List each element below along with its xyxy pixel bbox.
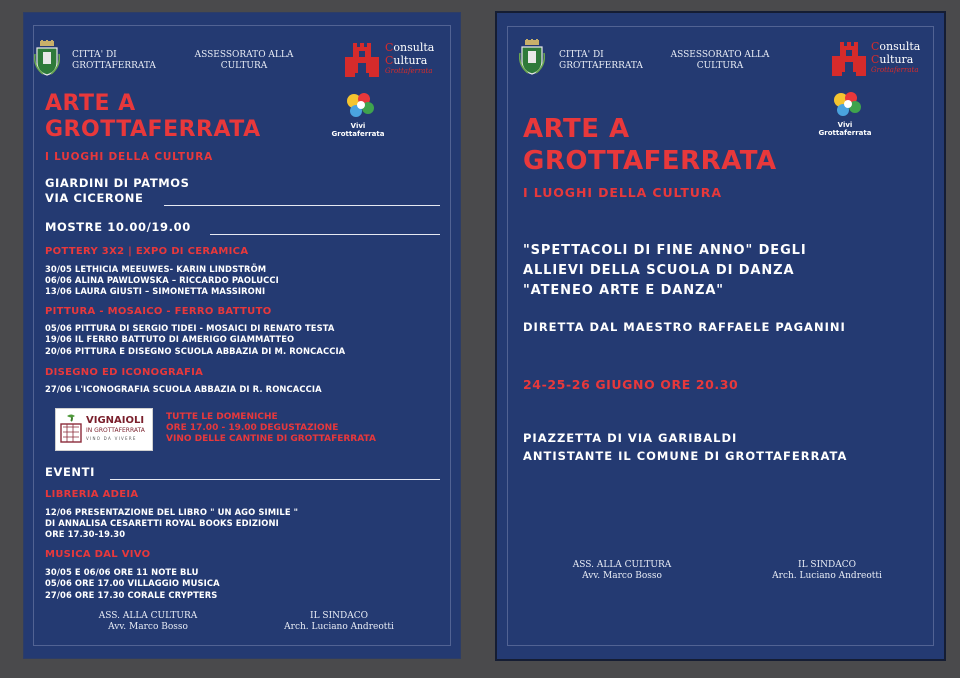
- consulta-initial: C: [385, 41, 394, 54]
- consulta-initial: C: [871, 40, 880, 53]
- place-line: ANTISTANTE IL COMUNE DI GROTTAFERRATA: [523, 449, 848, 463]
- vivi-grottaferrata-flower-icon: [829, 90, 865, 120]
- event-place: [523, 429, 847, 465]
- poster-title-line1: ARTE A: [45, 91, 136, 116]
- location-line1: GIARDINI DI PATMOS: [45, 176, 190, 190]
- show-line: "SPETTACOLI DI FINE ANNO" DEGLI: [523, 243, 807, 258]
- section-title-disegno: DISEGNO ED ICONOGRAFIA: [45, 367, 204, 378]
- list-item: 27/06 L'ICONOGRAFIA SCUOLA ABBAZIA DI R. RONCACCIA: [45, 384, 322, 394]
- section-title-musica: MUSICA DAL VIVO: [45, 549, 151, 560]
- signature-sindaco: [757, 560, 897, 582]
- coat-of-arms-icon: [519, 39, 545, 75]
- signature-role: IL SINDACO: [798, 560, 856, 570]
- consulta-sub: Grottaferrata: [871, 66, 919, 74]
- assessorato-label: ASSESSORATO ALLA CULTURA: [194, 50, 294, 71]
- assessorato-label: ASSESSORATO ALLA CULTURA: [670, 50, 770, 71]
- poster-arte-a-grottaferrata-mostre: [24, 13, 460, 658]
- poster-subtitle: I LUOGHI DELLA CULTURA: [523, 185, 722, 200]
- cultura-word: ultura: [393, 54, 428, 67]
- cultura-initial: C: [385, 54, 394, 67]
- list-item: 13/06 LAURA GIUSTI – SIMONETTA MASSIRONI: [45, 286, 266, 296]
- poster-title-line1: ARTE A: [523, 114, 630, 144]
- signature-name: Arch. Luciano Andreotti: [772, 571, 882, 581]
- list-item: 27/06 ORE 17.30 CORALE CRYPTERS: [45, 590, 218, 600]
- vignaioli-tag: V I N O D A V I V E R E: [86, 436, 136, 441]
- consulta-word: onsulta: [879, 40, 921, 53]
- vivi-grottaferrata-flower-icon: [342, 91, 378, 121]
- wine-line: VINO DELLE CANTINE DI GROTTAFERRATA: [166, 434, 376, 444]
- divider-line: [164, 205, 440, 206]
- signature-assessore: [78, 611, 218, 633]
- list-item: 19/06 IL FERRO BATTUTO DI AMERIGO GIAMMATTEO: [45, 334, 295, 344]
- poster-title-line2: GROTTAFERRATA: [45, 117, 261, 142]
- section-title-pittura: PITTURA - MOSAICO - FERRO BATTUTO: [45, 306, 272, 317]
- divider-line: [110, 479, 440, 480]
- list-item: 30/05 E 06/06 ORE 11 NOTE BLU: [45, 567, 199, 577]
- location-line2: VIA CICERONE: [45, 191, 144, 205]
- list-item: 30/05 LETHICIA MEEUWES- KARIN LINDSTRÖM: [45, 264, 267, 274]
- vivi-grottaferrata-label: Vivi Grottaferrata: [818, 121, 872, 137]
- show-description: [523, 241, 807, 301]
- director-line: DIRETTA DAL MAESTRO RAFFAELE PAGANINI: [523, 320, 846, 334]
- list-item: ORE 17.30-19.30: [45, 529, 126, 539]
- wine-tasting-text: [166, 412, 376, 445]
- show-line: ALLIEVI DELLA SCUOLA DI DANZA: [523, 263, 795, 278]
- vignaioli-logo: [55, 408, 153, 451]
- list-item: 12/06 PRESENTAZIONE DEL LIBRO " UN AGO SIMILE ": [45, 507, 299, 517]
- signature-assessore: [552, 560, 692, 582]
- cultura-word: ultura: [879, 53, 914, 66]
- list-item: 05/06 PITTURA DI SERGIO TIDEI - MOSAICI DI RENATO TESTA: [45, 323, 335, 333]
- vignaioli-name: VIGNAIOLI: [86, 415, 145, 426]
- wine-line: ORE 17.00 - 19.00 DEGUSTAZIONE: [166, 423, 339, 433]
- show-line: "ATENEO ARTE E DANZA": [523, 283, 724, 298]
- list-item: 20/06 PITTURA E DISEGNO SCUOLA ABBAZIA DI M. RONCACCIA: [45, 346, 346, 356]
- consulta-word: onsulta: [393, 41, 435, 54]
- signature-role: IL SINDACO: [310, 611, 368, 621]
- vignaioli-sub: IN GROTTAFERRATA: [86, 427, 145, 434]
- signature-name: Avv. Marco Bosso: [108, 622, 188, 632]
- signature-name: Arch. Luciano Andreotti: [284, 622, 394, 632]
- list-item: 06/06 ALINA PAWLOWSKA – RICCARDO PAOLUCCI: [45, 275, 279, 285]
- castle-logo-icon: [343, 43, 381, 79]
- event-dates: 24-25-26 GIUGNO ORE 20.30: [523, 377, 739, 392]
- poster-subtitle: I LUOGHI DELLA CULTURA: [45, 151, 214, 163]
- vivi-grottaferrata-label: Vivi Grottaferrata: [331, 122, 385, 138]
- section-title-pottery: POTTERY 3X2 | EXPO DI CERAMICA: [45, 246, 249, 257]
- signature-sindaco: [269, 611, 409, 633]
- grape-icon: [59, 413, 83, 445]
- divider-line: [210, 234, 440, 235]
- signature-role: ASS. ALLA CULTURA: [572, 560, 672, 570]
- list-item: 05/06 ORE 17.00 VILLAGGIO MUSICA: [45, 578, 220, 588]
- consulta-sub: Grottaferrata: [385, 67, 433, 75]
- section-title-libreria: LIBRERIA ADEIA: [45, 489, 139, 500]
- consulta-cultura-logo-text: [871, 40, 920, 75]
- consulta-cultura-logo-text: [385, 41, 434, 76]
- wine-line: TUTTE LE DOMENICHE: [166, 412, 278, 422]
- comune-label: CITTA' DI GROTTAFERRATA: [559, 50, 643, 71]
- coat-of-arms-icon: [34, 40, 60, 76]
- castle-logo-icon: [830, 42, 868, 78]
- comune-label: CITTA' DI GROTTAFERRATA: [72, 50, 156, 71]
- place-line: PIAZZETTA DI VIA GARIBALDI: [523, 431, 738, 445]
- poster-title-line2: GROTTAFERRATA: [523, 146, 777, 176]
- poster-spettacoli-danza: [497, 13, 944, 659]
- cultura-initial: C: [871, 53, 880, 66]
- mostre-hours: MOSTRE 10.00/19.00: [45, 220, 191, 234]
- signature-name: Avv. Marco Bosso: [582, 571, 662, 581]
- list-item: DI ANNALISA CESARETTI ROYAL BOOKS EDIZIONI: [45, 518, 279, 528]
- eventi-heading: EVENTI: [45, 465, 95, 479]
- signature-role: ASS. ALLA CULTURA: [98, 611, 198, 621]
